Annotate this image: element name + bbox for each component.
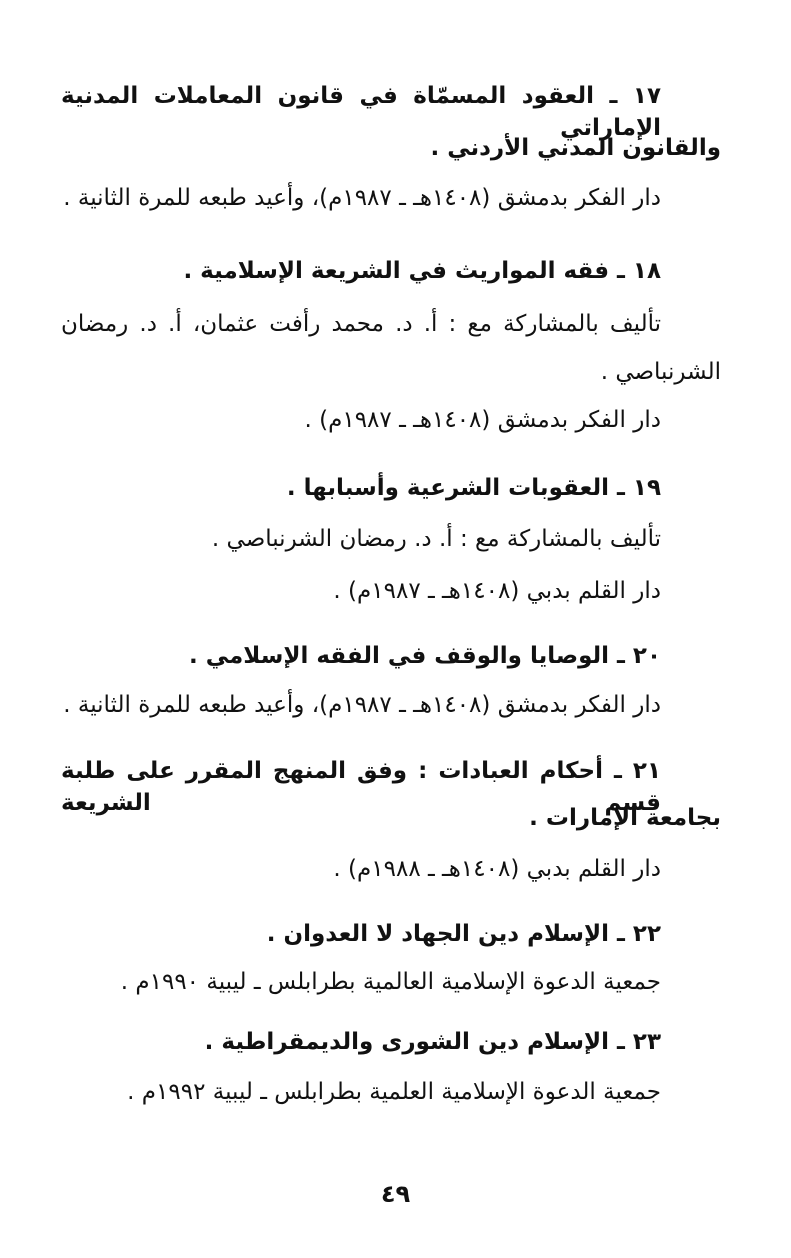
entry-18-coauthors-line-1: تأليف بالمشاركة مع : أ. د. محمد رأفت عثمان، أ. د. رمضان <box>61 311 661 337</box>
entry-23-publisher: جمعية الدعوة الإسلامية العلمية بطرابلس ـ ليبية ١٩٩٢م . <box>127 1079 661 1105</box>
entry-18-coauthors-line-2: الشرنباصي . <box>600 359 721 385</box>
entry-19-title: ١٩ ـ العقوبات الشرعية وأسبابها . <box>286 475 661 501</box>
page-number: ٤٩ <box>380 1180 411 1208</box>
entry-21-title-line-1: ٢١ ـ أحكام العبادات : وفق المنهج المقرر على طلبة قسم الشريعة <box>61 758 661 816</box>
entry-22-publisher: جمعية الدعوة الإسلامية العالمية بطرابلس ـ ليبية ١٩٩٠م . <box>120 969 661 995</box>
entry-18-publisher: دار الفكر بدمشق (١٤٠٨هـ ـ ١٩٨٧م) . <box>304 407 661 433</box>
entry-21-title-line-2: بجامعة الإمارات . <box>529 805 721 831</box>
entry-17-title-line-2: والقانون المدني الأردني . <box>430 135 721 161</box>
entry-17-publisher: دار الفكر بدمشق (١٤٠٨هـ ـ ١٩٨٧م)، وأعيد طبعه للمرة الثانية . <box>63 185 661 211</box>
entry-17-title-line-1: ١٧ ـ العقود المسمّاة في قانون المعاملات المدنية الإماراتي <box>61 83 661 141</box>
entry-18-title: ١٨ ـ فقه المواريث في الشريعة الإسلامية . <box>183 258 661 284</box>
entry-19-coauthors: تأليف بالمشاركة مع : أ. د. رمضان الشرنباصي . <box>211 526 661 552</box>
entry-21-publisher: دار القلم بدبي (١٤٠٨هـ ـ ١٩٨٨م) . <box>333 856 661 882</box>
entry-23-title: ٢٣ ـ الإسلام دين الشورى والديمقراطية . <box>204 1029 661 1055</box>
entry-20-publisher: دار الفكر بدمشق (١٤٠٨هـ ـ ١٩٨٧م)، وأعيد طبعه للمرة الثانية . <box>63 692 661 718</box>
entry-20-title: ٢٠ ـ الوصايا والوقف في الفقه الإسلامي . <box>189 643 661 669</box>
entry-19-publisher: دار القلم بدبي (١٤٠٨هـ ـ ١٩٨٧م) . <box>333 578 661 604</box>
entry-22-title: ٢٢ ـ الإسلام دين الجهاد لا العدوان . <box>266 921 661 947</box>
